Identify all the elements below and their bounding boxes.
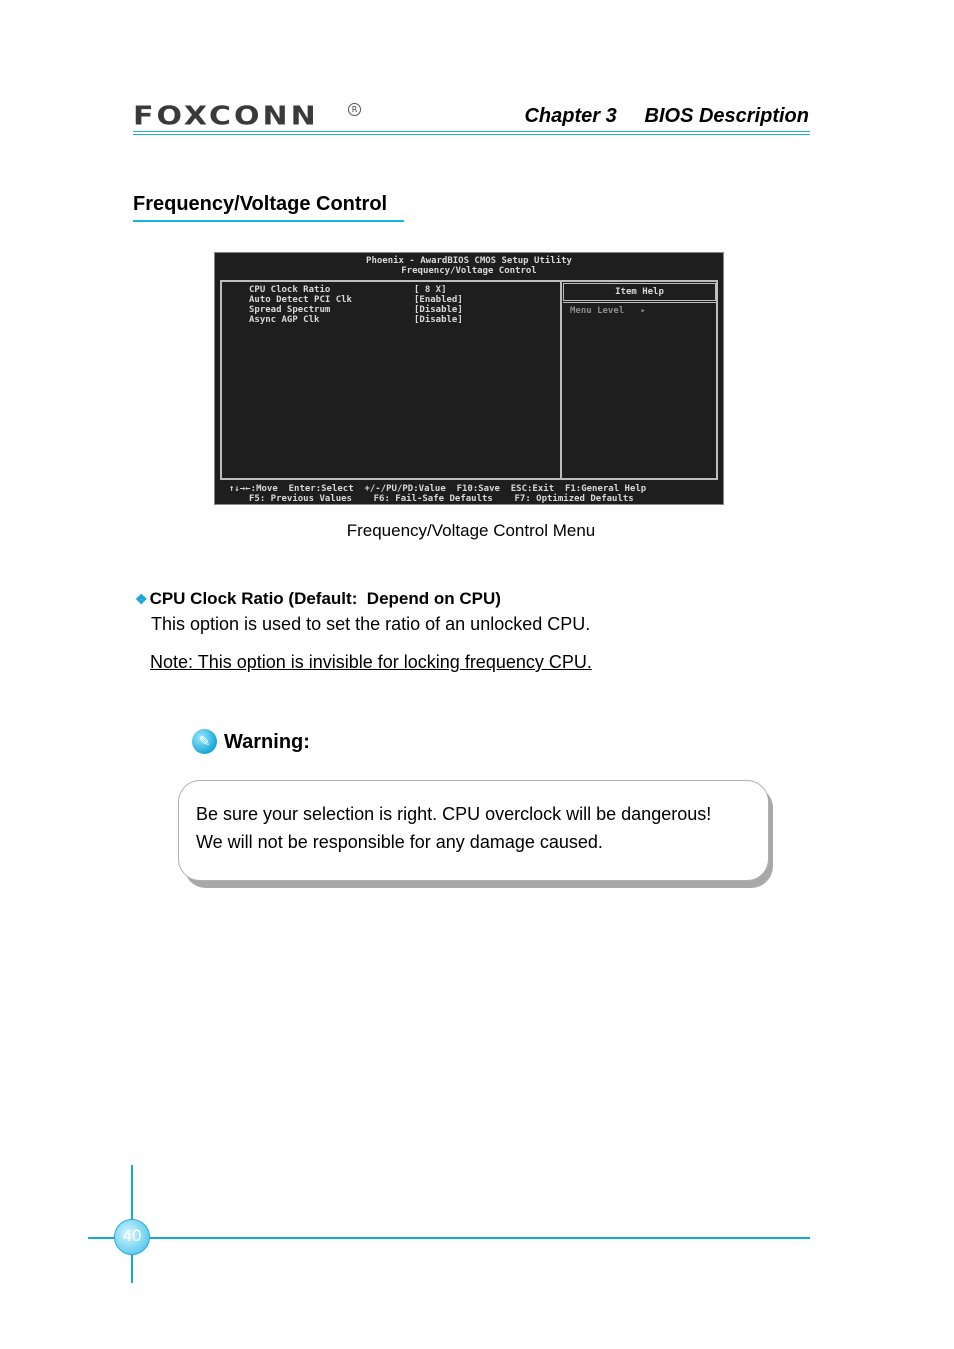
footer-horizontal-rule [88, 1237, 810, 1239]
bios-menu-level: Menu Level ▸ [570, 306, 646, 316]
bios-footer-defaults: F5: Previous Values F6: Fail-Safe Defaults F7: Optimized Defaults [249, 494, 634, 504]
bios-panel-divider [560, 282, 562, 478]
bios-screen [214, 252, 724, 505]
bios-item-value: [ 8 X] [414, 285, 447, 295]
warning-line: Be sure your selection is right. CPU overclock will be dangerous! [196, 804, 712, 824]
diamond-bullet-icon: ❖ [135, 591, 148, 607]
foxconn-logo: FOXCONN [133, 101, 319, 132]
registered-mark: R [348, 103, 361, 116]
bios-footer-keys: ↑↓→←:Move Enter:Select +/-/PU/PD:Value F10:Save ESC:Exit F1:General Help [229, 484, 647, 494]
bios-item-label: CPU Clock Ratio [249, 285, 331, 295]
bios-frame [220, 280, 718, 480]
option-description: This option is used to set the ratio of an unlocked CPU. [151, 614, 591, 634]
section-title: Frequency/Voltage Control [133, 193, 388, 215]
bios-item-label: Async AGP Clk [249, 315, 320, 325]
bios-help-title: Item Help [615, 287, 664, 297]
bios-item-value: [Disable] [414, 305, 463, 315]
header-rule-secondary [133, 134, 810, 135]
header-rule [133, 131, 810, 132]
bios-item-label: Auto Detect PCI Clk [249, 295, 352, 305]
bios-item-value: [Enabled] [414, 295, 463, 305]
bios-help-header [563, 283, 716, 301]
option-heading [135, 589, 501, 609]
chapter-title: Chapter 3 BIOS Description [524, 105, 809, 127]
bios-item-value: [Disable] [414, 315, 463, 325]
figure-caption: Frequency/Voltage Control Menu [346, 521, 596, 540]
warning-line: We will not be responsible for any damage caused. [196, 832, 603, 852]
option-heading-text: CPU Clock Ratio (Default: Depend on CPU) [149, 589, 501, 608]
warning-icon: ✎ [192, 729, 217, 754]
bios-title: Phoenix - AwardBIOS CMOS Setup Utility [366, 256, 572, 266]
bios-help-separator [563, 302, 716, 303]
bios-subtitle: Frequency/Voltage Control [401, 266, 537, 276]
warning-box [178, 780, 769, 881]
page-number: 40 [122, 1226, 142, 1245]
bios-item-label: Spread Spectrum [249, 305, 331, 315]
option-note: Note: This option is invisible for locking frequency CPU. [150, 652, 592, 672]
warning-title: Warning: [224, 731, 310, 753]
section-title-underline [133, 220, 404, 222]
